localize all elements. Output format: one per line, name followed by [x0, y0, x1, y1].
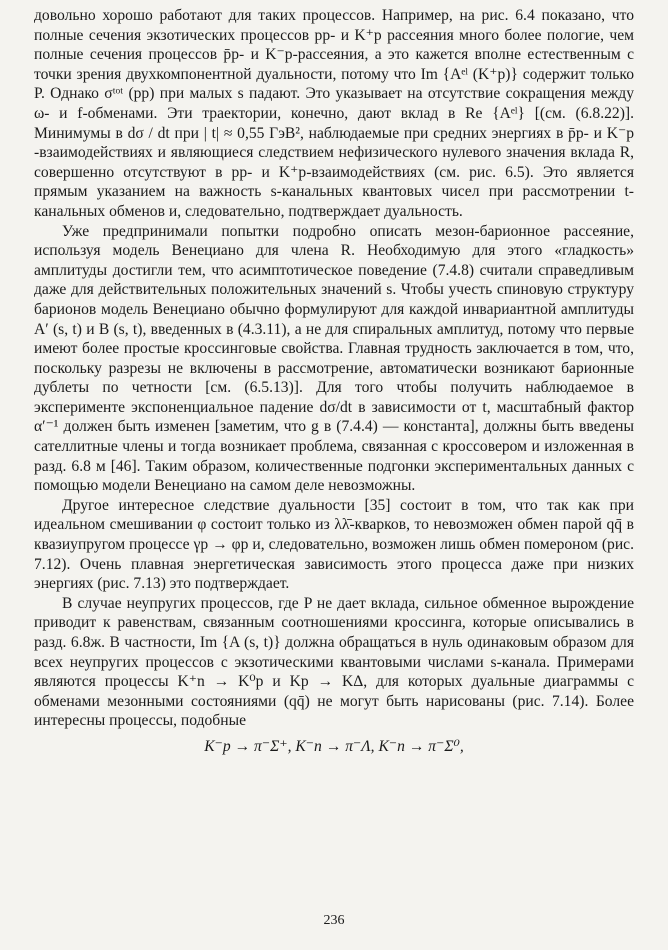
paragraph-veneziano-model: Уже предпринимали попытки подробно описать мезон-барионное рассеяние, используя модель Венециано для члена R. Необходимую для этого «гладкость» амплитуды достигли тем, что асимптотическое поведение (7.4.8) считали справедливым даже для действительных положительных значений s. Чтобы учесть спиновую структуру барионов модель Венециано обычно формулируют для каждой инвариантной амплитуды A′ (s, t) и B (s, t), введенных в (4.3.11), а не для спиральных амплитуд, потому что первые имеют более простые кроссинговые свойства. Главная трудность заключается в том, что, поскольку разрезы не включены в рассмотрение, автоматически возникают барионные дублеты по четности [см. (6.5.13)]. Для того чтобы получить наблюдаемое в эксперименте экспоненциальное падение dσ/dt в зависимости от t, масштабный фактор α′⁻¹ должен быть изменен [заметим, что g в (7.4.4) — константа], должны быть введены сателлитные члены и тогда возникает проблема, связанная с кроссовером и изложенная в разд. 6.8 м [46]. Таким образом, количественные подгонки экспериментальных данных с помощью модели Венециано на самом деле невозможны. [34, 222, 634, 495]
paragraph-duality-cross-sections: довольно хорошо работают для таких процессов. Например, на рис. 6.4 показано, что полные сечения экзотических процессов pp- и K⁺p рассеяния много более пологие, чем полные сечения процессов p̄p- и K⁻p-рассеяния, а это кажется вполне естественным с точки зрения двухкомпонентной дуальности, потому что Im {Aᵉˡ (K⁺p)} содержит только P. Однако σᵗᵒᵗ (pp) при малых s падают. Это указывает на отсутствие сокращения между ω- и f-обменами. Эти траектории, конечно, дают вклад в Re {Aᵉˡ} [(см. (6.8.22)]. Минимумы в dσ / dt при | t| ≈ 0,55 ГэВ², наблюдаемые при средних энергиях в p̄p- и K⁻p -взаимодействиях и являющиеся следствием нефизического нулевого значения вклада R, совершенно отсутствуют в pp- и K⁺p-взаимодействиях (см. рис. 6.5). Это является прямым указанием на важность s-канальных квантовых чисел при рассмотрении t-канальных обменов и, следовательно, подтверждает дуальность. [34, 7, 634, 220]
paragraph-phi-photoproduction: Другое интересное следствие дуальности [35] состоит в том, что так как при идеальном смешивании φ состоит только из λλ̄-кварков, то невозможен обмен парой qq̄ в квазиупругом процессе γp → φp и, следовательно, возможен лишь обмен помероном (рис. 7.12). Очень плавная энергетическая зависимость этого процесса даже при низких энергиях (рис. 7.13) это подтверждает. [34, 496, 634, 593]
reaction-formula: K⁻p → π⁻Σ⁺, K⁻n → π⁻Λ, K⁻n → π⁻Σ⁰, [204, 737, 464, 755]
paragraph-inelastic-processes: В случае неупругих процессов, где P не дает вклада, сильное обменное вырождение приводит к равенствам, связанным соотношениями кроссинга, которые описывались в разд. 6.8ж. В частности, Im {A (s, t)} должна обращаться в нуль одинаковым образом для всех неупругих процессов с экзотическими квантовыми числами s-канала. Примерами являются процессы K⁺n → K⁰p и Kp → KΔ, для которых дуальные диаграммы с обменами мезонными состояниями (qq̄) не могут быть нарисованы (рис. 7.14). Более интересны процессы, подобные [34, 594, 634, 730]
page-number: 236 [323, 913, 345, 928]
